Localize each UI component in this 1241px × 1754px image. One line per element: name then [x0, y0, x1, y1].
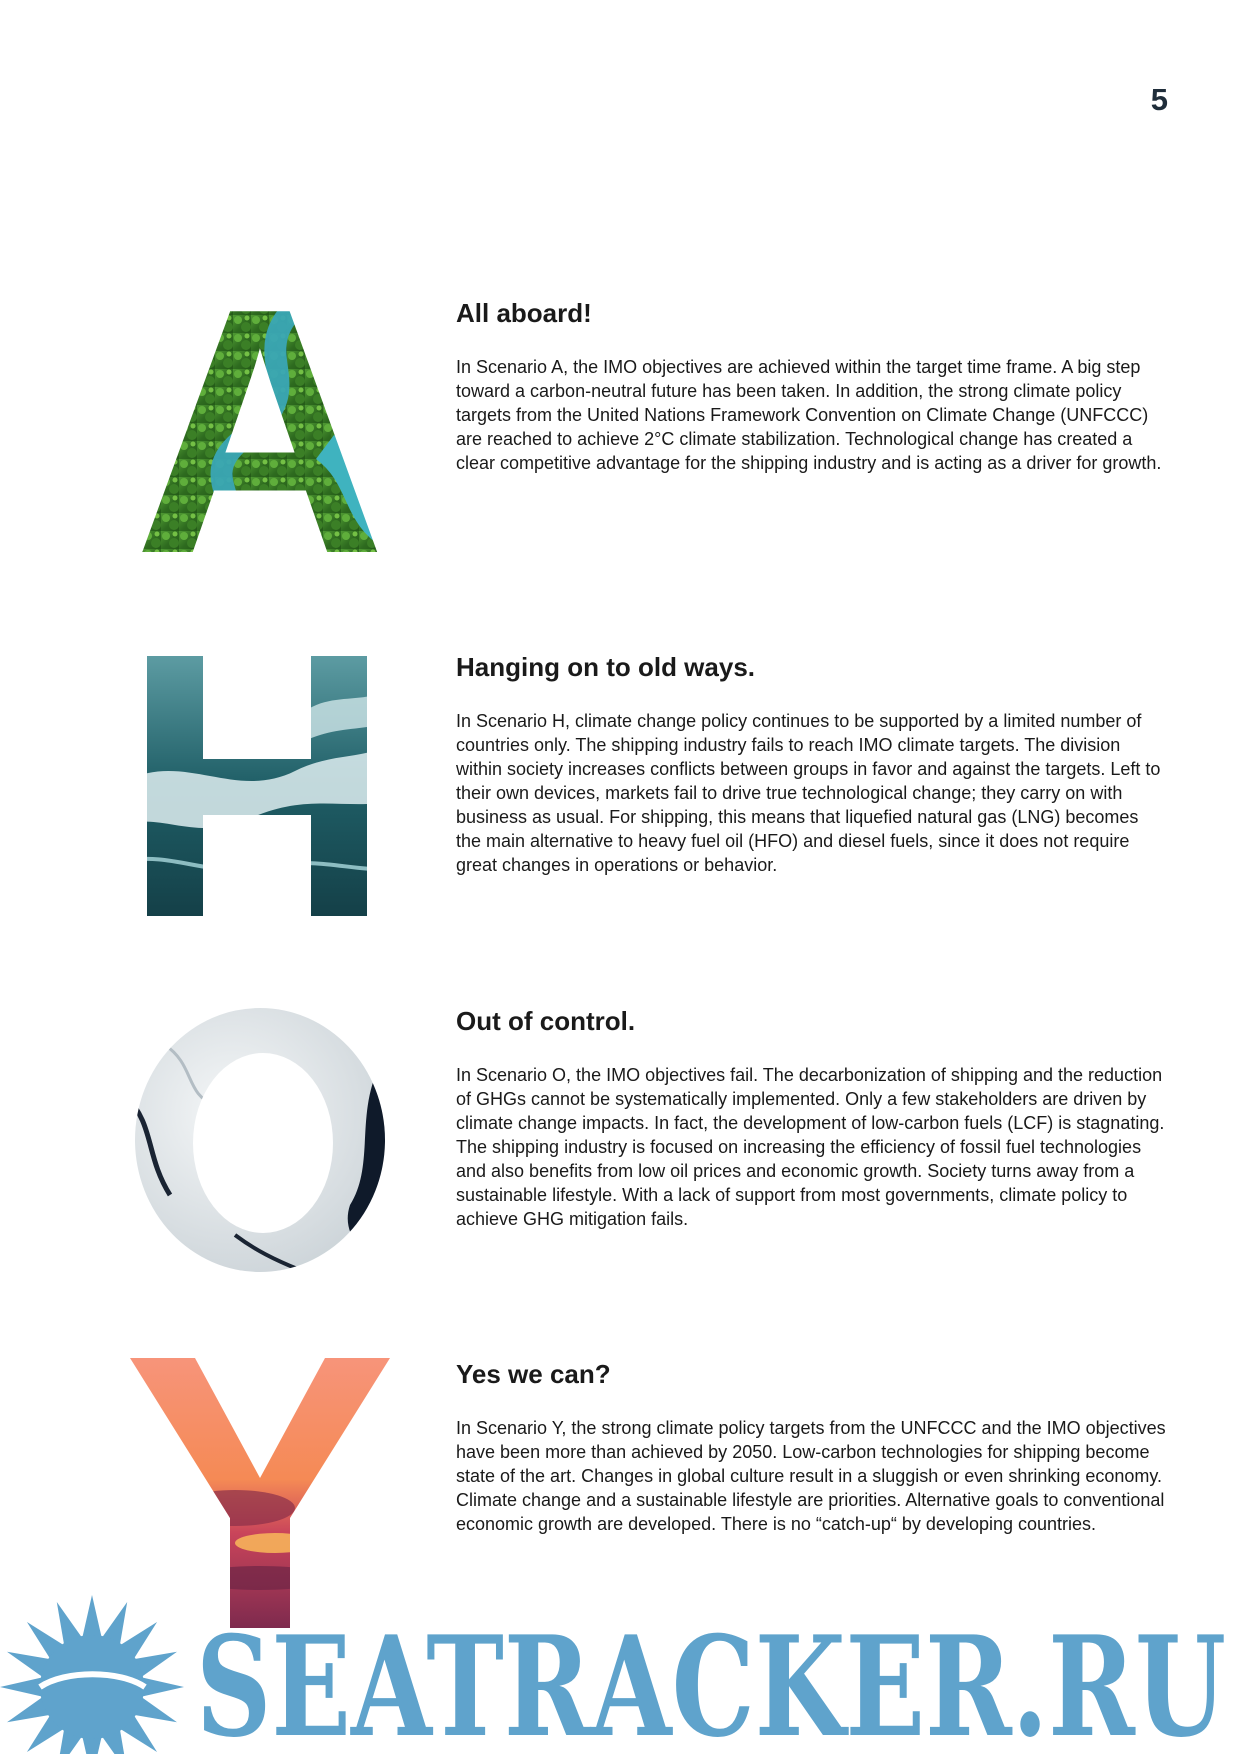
scenario-h-title: Hanging on to old ways. [456, 652, 755, 682]
scenario-o-title: Out of control. [456, 1006, 636, 1036]
letter-a-forest-image [125, 297, 395, 567]
scenario-o-body: In Scenario O, the IMO objectives fail. The decarbonization of shipping and the reduction of GHGs cannot be systematically implemented. Only a few stakeholders are driven by climate change impacts. In fact, the development of low-carbon fuels (LCF) is stagnating. The shipping industry is focused on increasing the efficiency of fossil fuel technologies and also benefits from low oil prices and economic growth. Society turns away from a sustainable lifestyle. With a lack of support from most governments, climate policy to achieve GHG mitigation fails. [456, 1065, 1165, 1229]
letter-h-ocean-image [125, 651, 395, 921]
scenario-y-body: In Scenario Y, the strong climate policy targets from the UNFCCC and the IMO objectives have been more than achieved by 2050. Low-carbon technologies for shipping become state of the art. Changes in global culture result in a sluggish or even shrinking economy. Climate change and a sustainable lifestyle are priorities. Alternative goals to conventional economic growth are developed. There is no “catch-up“ by developing countries. [456, 1418, 1166, 1534]
scenario-a-text [456, 297, 1176, 475]
scenario-h-body: In Scenario H, climate change policy continues to be supported by a limited number of countries only. The shipping industry fails to reach IMO climate targets. The division within society increases conflicts between groups in favor and against the targets. Left to their own devices, markets fail to drive true technological change; they carry on with business as usual. For shipping, this means that liquefied natural gas (LNG) becomes the main alternative to heavy fuel oil (HFO) and diesel fuels, since it does not require great changes in operations or behavior. [456, 711, 1161, 875]
scenario-a-body: In Scenario A, the IMO objectives are achieved within the target time frame. A big step toward a carbon-neutral future has been taken. In addition, the strong climate policy targets from the United Nations Framework Convention on Climate Change (UNFCCC) are reached to achieve 2°C climate stabilization. Technological change has created a clear competitive advantage for the shipping industry and is acting as a driver for growth. [456, 357, 1162, 473]
scenario-h-text [456, 651, 1176, 877]
scenario-y-text [456, 1358, 1176, 1536]
scenario-o-text [456, 1005, 1176, 1231]
scenario-y-title: Yes we can? [456, 1359, 611, 1389]
sun-logo-icon [0, 1595, 184, 1754]
watermark-text: SEATRACKER.RU [196, 1605, 1226, 1754]
letter-o-ice-image [125, 1005, 395, 1275]
seatracker-watermark [0, 1575, 1241, 1754]
scenario-a-title: All aboard! [456, 298, 592, 328]
page-number: 5 [1150, 82, 1168, 117]
